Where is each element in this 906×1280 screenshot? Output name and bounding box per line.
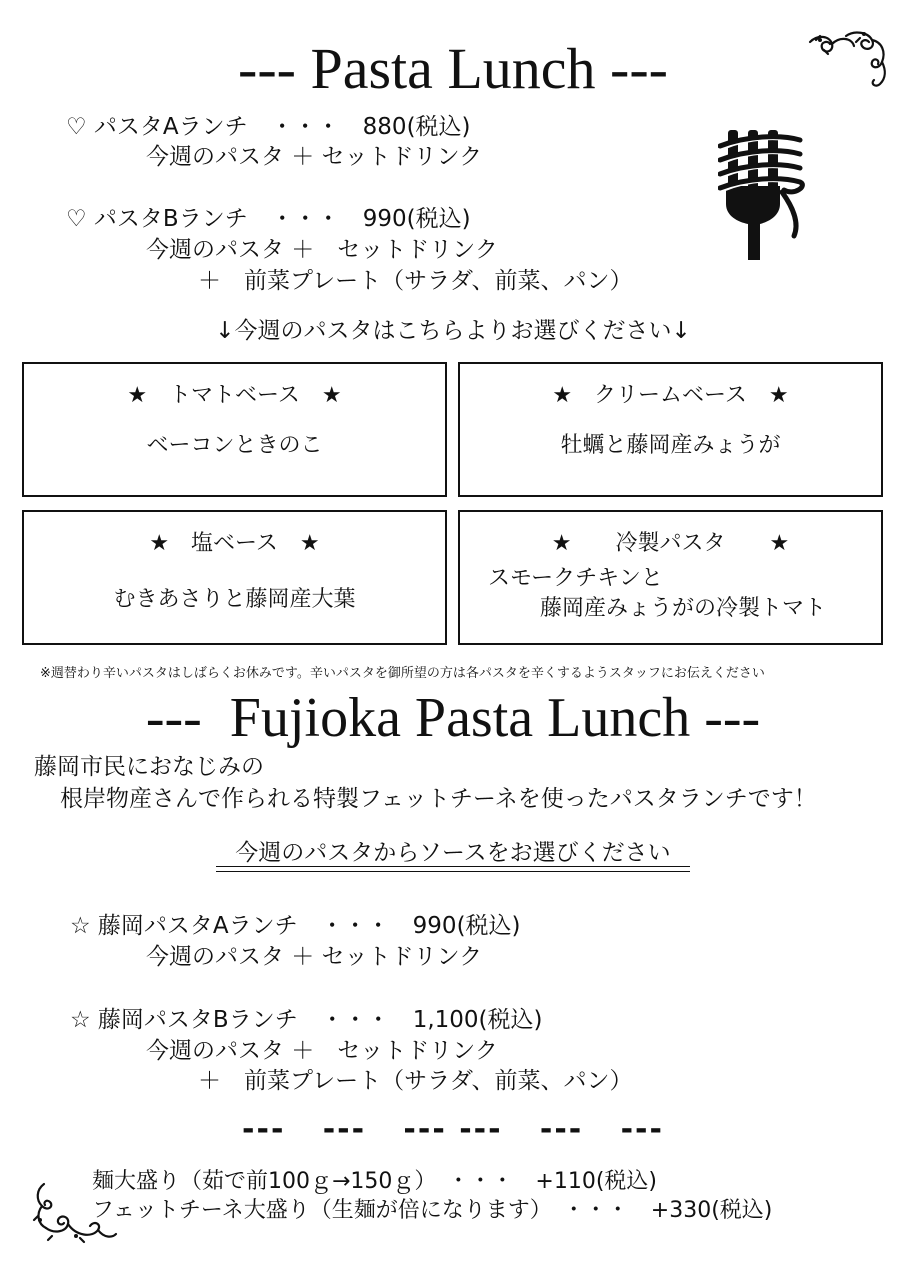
choose-pasta-instruction: ↓今週のパスタはこちらよりお選びください↓ — [215, 318, 691, 344]
menu-a-title: ♡ パスタAランチ ・・・ 880(税込) — [66, 114, 471, 140]
pasta-box-body — [488, 564, 881, 623]
pasta-box-body: ベーコンときのこ — [146, 433, 323, 458]
pasta-box-heading: ★ トマトベース ★ — [127, 383, 342, 408]
pasta-box-salt — [22, 510, 447, 645]
ornament-corner-icon — [32, 1180, 118, 1244]
extra-noodle-large: 麺大盛り（茹で前100ｇ→150ｇ） ・・・ +110(税込) — [92, 1169, 658, 1194]
menu-a-desc: 今週のパスタ ＋ セットドリンク — [146, 144, 483, 170]
intro-line-2: 根岸物産さんで作られる特製フェットチーネを使ったパスタランチです！ — [60, 786, 817, 812]
pasta-box-heading: ★ 塩ベース ★ — [149, 531, 320, 556]
pasta-box-body-line1: スモークチキンと — [488, 566, 663, 591]
pasta-box-body: むきあさりと藤岡産大葉 — [113, 587, 356, 612]
section-title-fujioka: --- Fujioka Pasta Lunch --- — [145, 687, 761, 749]
pasta-box-heading: ★ クリームベース ★ — [552, 383, 789, 408]
menu-b-title: ♡ パスタBランチ ・・・ 990(税込) — [66, 206, 471, 232]
page-title: --- Pasta Lunch --- — [238, 36, 668, 101]
underline-bottom — [216, 871, 690, 872]
fujioka-menu-b-title: ☆ 藤岡パスタBランチ ・・・ 1,100(税込) — [70, 1007, 543, 1033]
intro-line-1: 藤岡市民におなじみの — [34, 754, 264, 780]
fork-with-pasta-icon — [718, 126, 808, 266]
fujioka-menu-a-title: ☆ 藤岡パスタAランチ ・・・ 990(税込) — [70, 913, 521, 939]
pasta-box-cold — [458, 510, 883, 645]
fujioka-menu-a-desc: 今週のパスタ ＋ セットドリンク — [146, 944, 483, 970]
underline-top — [216, 866, 690, 867]
fujioka-menu-b-desc: 今週のパスタ ＋ セットドリンク — [146, 1038, 498, 1064]
menu-b-desc: 今週のパスタ ＋ セットドリンク — [146, 237, 498, 263]
pasta-box-cream — [458, 362, 883, 497]
pasta-box-body: 牡蠣と藤岡産みょうが — [560, 433, 781, 458]
menu-b-desc2: ＋ 前菜プレート（サラダ、前菜、パン） — [198, 268, 633, 294]
pasta-box-heading: ★ 冷製パスタ ★ — [551, 531, 790, 556]
extra-fettuccine-large: フェットチーネ大盛り（生麺が倍になります） ・・・ +330(税込) — [92, 1198, 773, 1223]
spicy-pasta-note: ※週替わり辛いパスタはしばらくお休みです。辛いパスタを御所望の方は各パスタを辛くするようスタッフにお伝えください — [40, 666, 765, 681]
pasta-box-tomato — [22, 362, 447, 497]
fujioka-menu-b-desc2: ＋ 前菜プレート（サラダ、前菜、パン） — [198, 1068, 633, 1094]
choose-sauce-heading: 今週のパスタからソースをお選びください — [235, 840, 671, 866]
dash-divider: --- --- --- --- --- --- — [242, 1112, 664, 1147]
pasta-box-body-line2: 藤岡産みょうがの冷製トマト — [540, 595, 827, 621]
